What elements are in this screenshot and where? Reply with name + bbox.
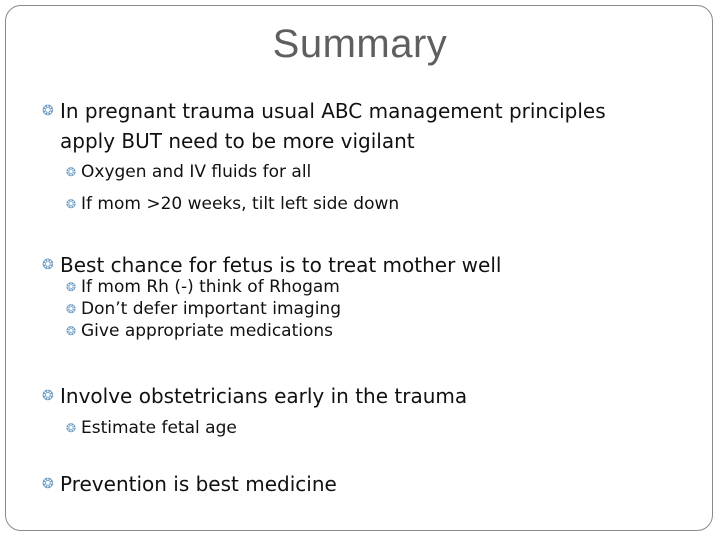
- sub-bullet-2c: [66, 321, 334, 342]
- bullet-icon: ❂: [42, 476, 54, 492]
- bullet-icon: ❂: [66, 421, 77, 435]
- main-bullet-1-text-cont: apply BUT need to be more vigilant: [60, 129, 415, 153]
- main-bullet-3-text: Involve obstetricians early in the trauma: [60, 384, 468, 408]
- main-bullet-2-text: Best chance for fetus is to treat mother well: [60, 253, 502, 277]
- main-bullet-1: [42, 96, 606, 126]
- bullet-icon: ❂: [42, 103, 54, 119]
- sub-bullet-2a-text: If mom Rh (-) think of Rhogam: [81, 277, 340, 297]
- sub-bullet-3a-text: Estimate fetal age: [81, 418, 237, 438]
- main-bullet-4-text: Prevention is best medicine: [60, 472, 337, 496]
- bullet-icon: ❂: [42, 257, 54, 273]
- sub-bullet-1b: [66, 194, 400, 215]
- sub-bullet-3a: [66, 418, 237, 439]
- sub-bullet-2c-text: Give appropriate medications: [81, 321, 334, 341]
- bullet-icon: ❂: [66, 280, 77, 294]
- main-bullet-2: [42, 250, 502, 280]
- main-bullet-4: [42, 469, 337, 499]
- main-bullet-1-continued: [60, 126, 415, 156]
- bullet-icon: ❂: [66, 324, 77, 338]
- bullet-icon: ❂: [66, 165, 77, 179]
- sub-bullet-2b: [66, 299, 341, 320]
- main-bullet-1-text: In pregnant trauma usual ABC management principles: [60, 99, 606, 123]
- sub-bullet-1a-text: Oxygen and IV fluids for all: [81, 162, 312, 182]
- sub-bullet-1b-text: If mom >20 weeks, tilt left side down: [81, 194, 400, 214]
- slide-title: Summary: [272, 22, 448, 66]
- main-bullet-3: [42, 381, 468, 411]
- sub-bullet-2b-text: Don’t defer important imaging: [81, 299, 341, 319]
- bullet-icon: ❂: [66, 197, 77, 211]
- bullet-icon: ❂: [42, 388, 54, 404]
- sub-bullet-1a: [66, 162, 312, 183]
- sub-bullet-2a: [66, 277, 340, 298]
- bullet-icon: ❂: [66, 302, 77, 316]
